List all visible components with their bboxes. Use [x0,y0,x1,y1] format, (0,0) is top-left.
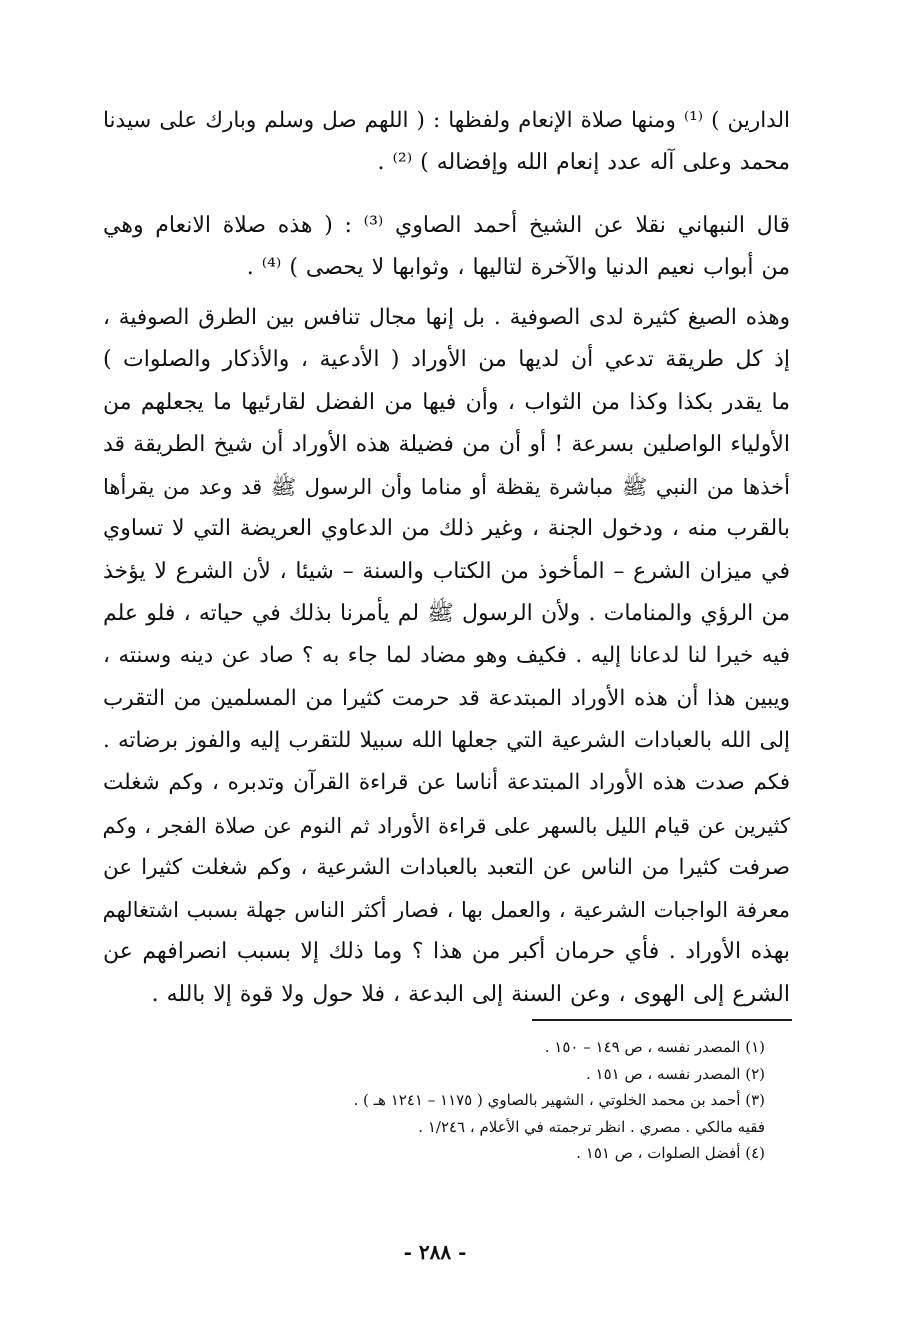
text-line: ما يقدر بكذا وكذا من الثواب ، وأن فيها من الفضل لقارئيها ما يجعلهم من [103,389,790,415]
text-line: إلى الله بالعبادات الشرعية التي جعلها الله سبيلا للتقرب إليه والفوز برضاته . [103,727,790,753]
text-line: من أبواب نعيم الدنيا والآخرة لتاليها ، وثوابها لا يحصى ) ⁽⁴⁾ . [246,255,790,281]
text-line: كثيرين عن قيام الليل بالسهر على قراءة الأوراد ثم النوم عن صلاة الفجر ، وكم [102,813,790,838]
text-line: في ميزان الشرع – المأخوذ من الكتاب والسنة – شيئا ، لأن الشرع لا يؤخذ [103,558,790,584]
body-paragraph-3 [103,297,790,1016]
text-line: أخذها من النبي ﷺ مباشرة يقظة أو مناما وأن الرسول ﷺ قد وعد من يقرأها [103,475,790,500]
footnotes [200,1034,765,1167]
text-line: معرفة الواجبات الشرعية ، والعمل بها ، فصار أكثر الناس جهلة بسبب اشتغالهم [102,898,790,923]
text-line: من الرؤي والمنامات . ولأن الرسول ﷺ لم يأمرنا بذلك في حياته ، فلو علم [103,601,790,627]
text-line: الدارين ) ⁽¹⁾ ومنها صلاة الإنعام ولفظها : ( اللهم صل وسلم وبارك على سيدنا [103,108,790,133]
page-number: - ٢٨٨ - [403,1240,467,1264]
text-line: فيه خيرا لنا لدعانا إليه . فكيف وهو مضاد لما جاء به ؟ صاد عن دينه وسنته ، [103,643,790,669]
footnote-3: (٣) أحمد بن محمد الخلوتي ، الشهير بالصاوي ( ١١٧٥ – ١٢٤١ هـ ) . [353,1091,765,1109]
text-line: ويبين هذا أن هذه الأوراد المبتدعة قد حرمت كثيرا من المسلمين من التقرب [103,685,790,711]
text-line: الشرع إلى الهوى ، وعن السنة إلى البدعة ، فلا حول ولا قوة إلا بالله . [151,981,790,1007]
footnote-divider [532,1019,792,1021]
text-line: صرفت كثيرا من الناس عن التعبد بالعبادات الشرعية ، وكم شغلت كثيرا عن [103,854,790,880]
footnote-3-continued: فقيه مالكي . مصري . انظر ترجمته في الأعلام ، ١/٢٤٦ . [418,1117,765,1136]
text-line: قال النبهاني نقلا عن الشيخ أحمد الصاوي ⁽³⁾ : ( هذه صلاة الانعام وهي [103,213,790,238]
text-line: الأولياء الواصلين بسرعة ! أو أن من فضيلة هذه الأوراد أن شيخ الطريقة قد [103,431,790,457]
body-paragraph-2 [103,205,790,290]
footnote-1: (١) المصدر نفسه ، ص ١٤٩ – ١٥٠ . [544,1038,765,1056]
body-paragraph-1 [103,100,790,185]
text-line: إذ كل طريقة تدعي أن لديها من الأوراد ( الأدعية ، والأذكار والصلوات ) [103,347,790,373]
text-line: محمد وعلى آله عدد إنعام الله وإفضاله ) ⁽²⁾ . [377,150,790,176]
text-line: بهذه الأوراد . فأي حرمان أكبر من هذا ؟ وما ذلك إلا بسبب انصرافهم عن [103,939,790,965]
text-line: فكم صدت هذه الأوراد المبتدعة أناسا عن قراءة القرآن وتدبره ، وكم شغلت [103,770,790,796]
footnote-4: (٤) أفضل الصلوات ، ص ١٥١ . [576,1144,765,1162]
text-line: وهذه الصيغ كثيرة لدى الصوفية . بل إنها مجال تنافس بين الطرق الصوفية ، [103,305,790,330]
footnote-2: (٢) المصدر نفسه ، ص ١٥١ . [585,1064,765,1083]
text-line: بالقرب منه ، ودخول الجنة ، وغير ذلك من الدعاوي العريضة التي لا تساوي [103,516,790,542]
